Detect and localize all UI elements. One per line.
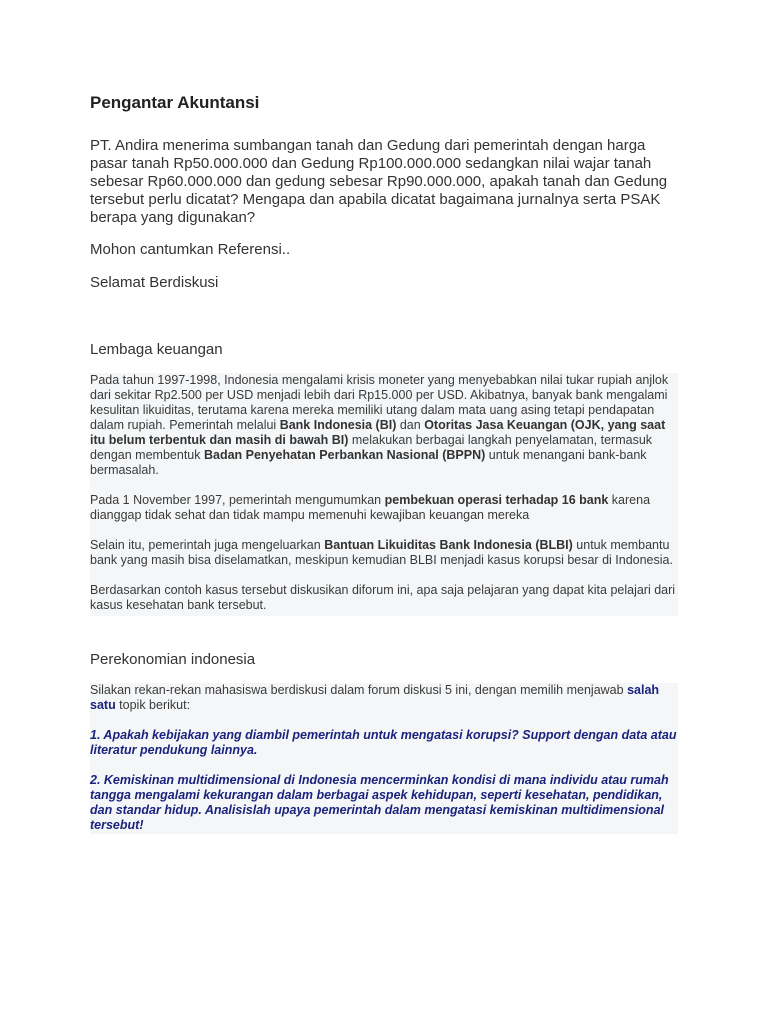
section-heading-lembaga: Lembaga keuangan — [90, 341, 223, 358]
reference-note: Mohon cantumkan Referensi.. — [90, 241, 291, 258]
question-text: PT. Andira menerima sumbangan tanah dan Gedung dari pemerintah dengan harga pasar tanah Rp50.000.000 dan Gedung Rp100.000.000 sedangkan nilai wajar tanah sebesar Rp60.000.000 dan gedung sebesar Rp90.000.000, apakah tanah dan Gedung tersebut perlu dicatat? Mengapa dan apabila dicatat bagaimana jurnalnya serta PSAK berapa yang digunakan? — [90, 137, 668, 226]
lembaga-panel — [90, 373, 678, 616]
topic-question-1: 1. Apakah kebijakan yang diambil pemerintah untuk mengatasi korupsi? Support dengan data atau literatur pendukung lainnya. — [90, 728, 677, 757]
section-heading-perekonomian: Perekonomian indonesia — [90, 651, 256, 668]
closing-text: Selamat Berdiskusi — [90, 274, 219, 291]
lembaga-paragraph-1: Pada tahun 1997-1998, Indonesia mengalami krisis moneter yang menyebabkan nilai tukar rupiah anjlok dari sekitar Rp2.500 per USD menjadi lebih dari Rp15.000 per USD. Akibatnya, banyak bank mengalami kesulitan likuiditas, terutama karena mereka memiliki utang dalam mata uang asing tetapi pendapatan dalam rupiah. Pemerintah melalui Bank Indonesia (BI) dan Otoritas Jasa Keuangan (OJK, yang saat itu belum terbentuk dan masih di bawah BI) melakukan berbagai langkah penyelamatan, termasuk dengan membentuk Badan Penyehatan Perbankan Nasional (BPPN) untuk menangani bank-bank bermasalah. — [90, 373, 669, 477]
topic-question-2: 2. Kemiskinan multidimensional di Indonesia mencerminkan kondisi di mana individu atau rumah tangga mengalami kekurangan dalam berbagai aspek kehidupan, seperti kesehatan, pendidikan, dan standar hidup. Analisislah upaya pemerintah dalam mengatasi kemiskinan multidimensional tersebut! — [90, 773, 669, 832]
lembaga-paragraph-4: Berdasarkan contoh kasus tersebut diskusikan diforum ini, apa saja pelajaran yang dapat kita pelajari dari kasus kesehatan bank tersebut. — [90, 583, 676, 612]
lembaga-paragraph-3: Selain itu, pemerintah juga mengeluarkan Bantuan Likuiditas Bank Indonesia (BLBI) untuk membantu bank yang masih bisa diselamatkan, meskipun kemudian BLBI menjadi kasus korupsi besar di Indonesia. — [90, 538, 673, 567]
perekonomian-intro: Silakan rekan-rekan mahasiswa berdiskusi dalam forum diskusi 5 ini, dengan memilih menjawab salah satu topik berikut: — [90, 683, 660, 712]
perekonomian-panel — [90, 683, 678, 834]
lembaga-paragraph-2: Pada 1 November 1997, pemerintah mengumumkan pembekuan operasi terhadap 16 bank karena dianggap tidak sehat dan tidak mampu memenuhi kewajiban keuangan mereka — [90, 493, 651, 522]
page-title: Pengantar Akuntansi — [90, 93, 260, 112]
